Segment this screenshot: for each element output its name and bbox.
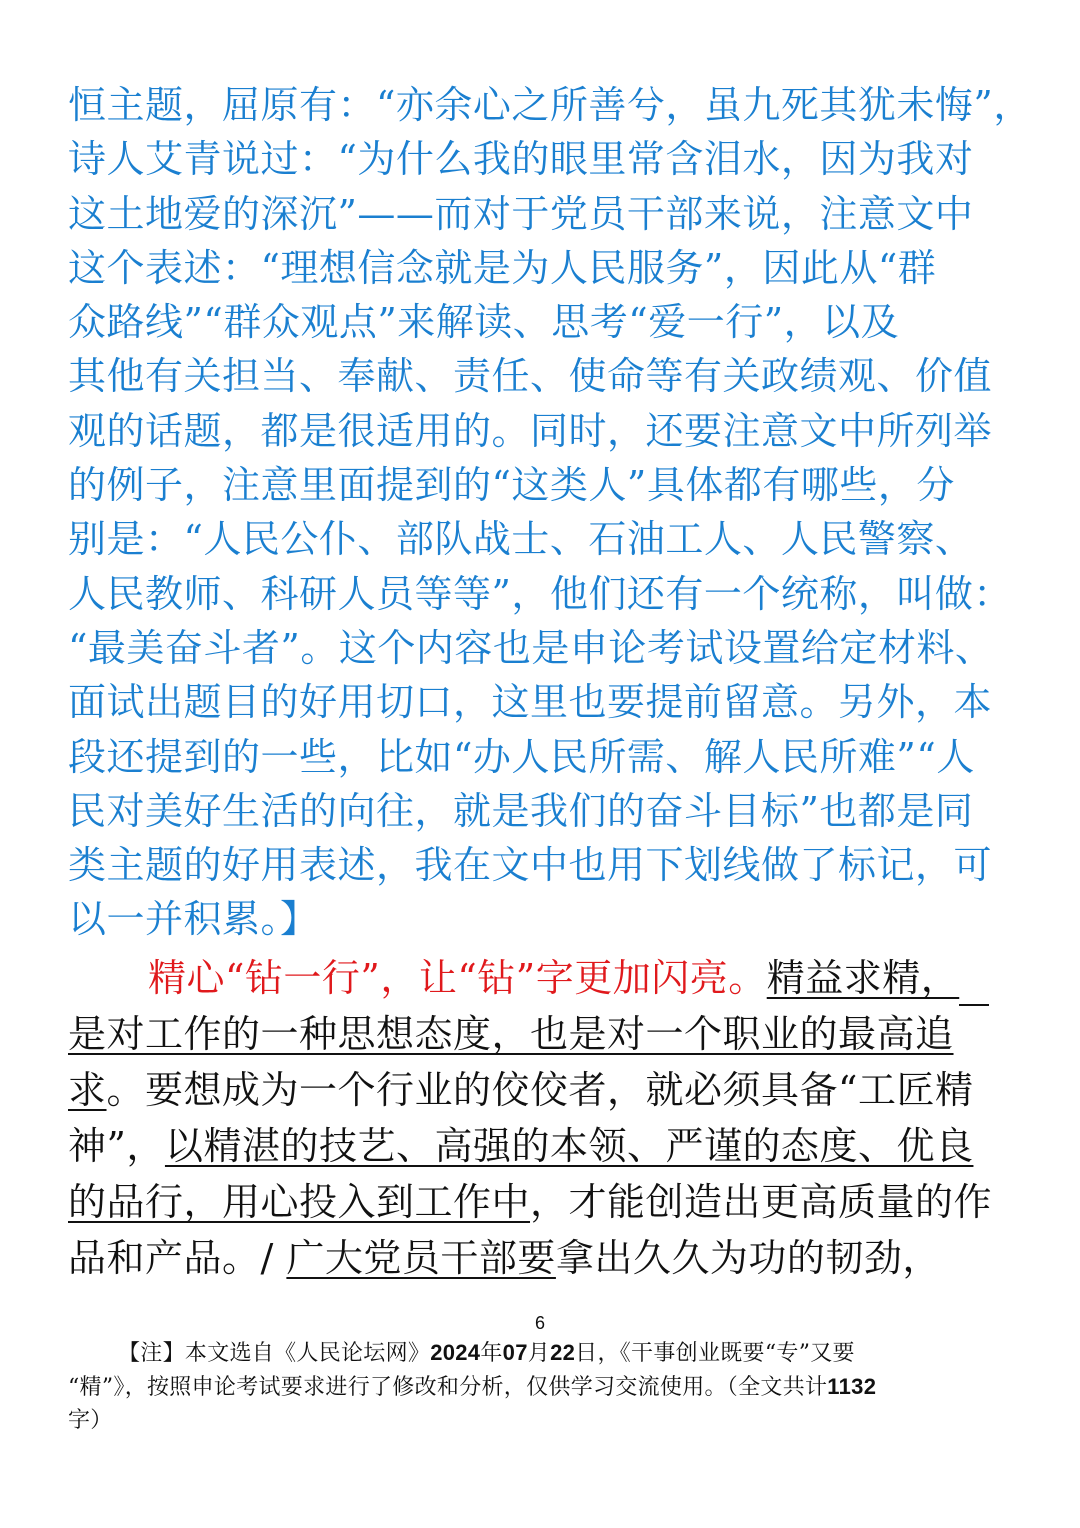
footnote-text: 月 xyxy=(527,1341,551,1366)
commentary-line: 其他有关担当、奉献、责任、使命等有关政绩观、价值 xyxy=(68,354,993,399)
underlined-text: 精益求精， xyxy=(766,956,960,1000)
underlined-text: 的品行，用心投入到工作中 xyxy=(68,1180,531,1224)
body-line xyxy=(68,950,1020,1006)
footnote-text: 字） xyxy=(68,1408,113,1433)
body-line xyxy=(68,1062,1020,1118)
commentary-line: 民对美好生活的向往，就是我们的奋斗目标”也都是同 xyxy=(68,788,974,833)
body-line xyxy=(68,1230,1020,1286)
body-text: ，才能创造出更高质量的作 xyxy=(530,1180,993,1224)
footnote xyxy=(68,1336,1020,1438)
commentary-line: 以一并积累。】 xyxy=(68,897,319,942)
underlined-text: 以精湛的技艺、高强的本领、严谨的态度、优良 xyxy=(164,1124,974,1168)
footnote-month: 07 xyxy=(502,1340,528,1365)
section-heading: 精心“钻一行”，让“钻”字更加闪亮。 xyxy=(148,956,767,1000)
page-number: 6 xyxy=(534,1313,545,1333)
footnote-text: 日，《干事创业既要“专”又要 xyxy=(575,1341,855,1366)
body-text: 品和产品。/ xyxy=(68,1236,287,1280)
footnote-day: 22 xyxy=(550,1340,576,1365)
footnote-count: 1132 xyxy=(827,1374,877,1399)
body-paragraph xyxy=(68,950,1020,1286)
underlined-text: 是对工作的一种思想态度，也是对一个职业的最高追 xyxy=(68,1012,954,1056)
commentary-line: 人民教师、科研人员等等”，他们还有一个统称，叫做： xyxy=(68,571,1012,616)
commentary-line: 这土地爱的深沉”——而对于党员干部来说，注意文中 xyxy=(68,191,974,236)
body-line xyxy=(68,1174,1020,1230)
commentary-line: 这个表述：“理想信念就是为人民服务”，因此从“群 xyxy=(68,245,937,290)
footnote-text: “精”》，按照申论考试要求进行了修改和分析，仅供学习交流使用。（全文共计 xyxy=(68,1375,828,1400)
footnote-line xyxy=(68,1370,1020,1404)
underlined-text: 求 xyxy=(68,1068,107,1112)
commentary-line: 类主题的好用表述，我在文中也用下划线做了标记，可 xyxy=(68,843,993,888)
commentary-block xyxy=(68,78,1032,947)
underline-fill xyxy=(959,964,989,1006)
commentary-line: 段还提到的一些，比如“办人民所需、解人民所难”“人 xyxy=(68,734,975,779)
body-text: 拿出久久为功的韧劲， xyxy=(555,1236,941,1280)
commentary-line: 的例子，注意里面提到的“这类人”具体都有哪些，分 xyxy=(68,463,955,508)
commentary-line: 恒主题，屈原有：“亦余心之所善兮，虽九死其犹未悔”， xyxy=(68,83,1032,127)
footnote-line xyxy=(68,1336,1020,1370)
commentary-line: 别是：“人民公仆、部队战士、石油工人、人民警察、 xyxy=(68,517,974,562)
body-text: 神”， xyxy=(68,1124,165,1168)
footnote-text: 年 xyxy=(480,1341,503,1366)
commentary-line: 面试出题目的好用切口，这里也要提前留意。另外，本 xyxy=(68,680,993,725)
body-line xyxy=(68,1006,1020,1062)
commentary-line: 诗人艾青说过：“为什么我的眼里常含泪水，因为我对 xyxy=(68,137,974,182)
footnote-year: 2024 xyxy=(430,1340,481,1365)
underlined-text: 广大党员干部要 xyxy=(286,1236,556,1280)
footnote-text: 【注】本文选自《人民论坛网》 xyxy=(118,1341,431,1366)
commentary-line: “最美奋斗者”。这个内容也是申论考试设置给定材料、 xyxy=(68,625,994,670)
body-line xyxy=(68,1118,1020,1174)
body-text: 。要想成为一个行业的佼佼者，就必须具备“工匠精 xyxy=(106,1068,974,1112)
commentary-line: 观的话题，都是很适用的。同时，还要注意文中所列举 xyxy=(68,408,993,453)
footnote-line xyxy=(68,1404,1020,1438)
commentary-line: 众路线”“群众观点”来解读、思考“爱一行”，以及 xyxy=(68,300,900,345)
